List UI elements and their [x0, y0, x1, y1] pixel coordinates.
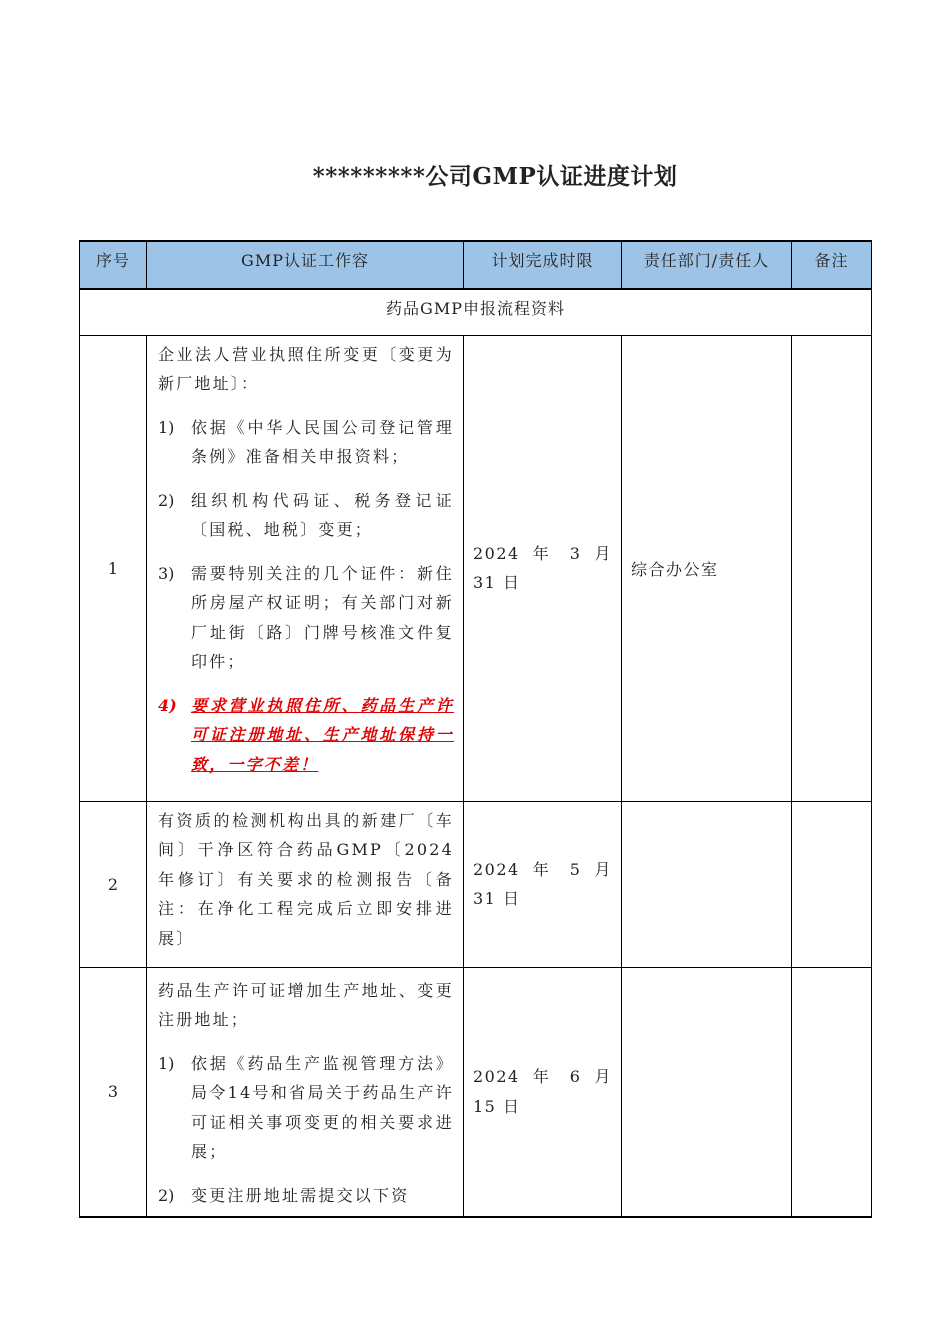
header-deadline: 计划完成时限: [464, 241, 622, 289]
list-item-text: 依据《药品生产监视管理方法》局令14号和省局关于药品生产许可证相关事项变更的相关要求进展；: [191, 1053, 454, 1161]
list-item: [158, 1049, 454, 1167]
list-item-number: 4): [158, 695, 177, 715]
gmp-plan-table: [79, 240, 872, 1218]
deadline-text: 2024 年 6 月 15 日: [473, 1067, 612, 1116]
row-remarks: [792, 967, 872, 1217]
row-remarks: [792, 335, 872, 801]
deadline-text: 2024 年 5 月 31 日: [473, 859, 612, 908]
header-responsible: 责任部门/责任人: [622, 241, 792, 289]
table-header-row: [80, 241, 872, 289]
list-item-text: 变更注册地址需提交以下资: [191, 1185, 410, 1205]
list-item-text: 需要特别关注的几个证件：新住所房屋产权证明；有关部门对新厂址街〔路〕门牌号核准文件复印件；: [191, 563, 454, 671]
list-item-highlighted: [158, 691, 454, 780]
header-seq: 序号: [80, 241, 147, 289]
row-deadline: [464, 801, 622, 967]
list-item-number: 2): [158, 1185, 175, 1205]
row-lead-text: 药品生产许可证增加生产地址、变更注册地址；: [158, 980, 454, 1029]
list-item: [158, 486, 454, 545]
section-row: [80, 289, 872, 335]
table-row: [80, 335, 872, 801]
list-item-number: 1): [158, 1053, 175, 1073]
section-title: 药品GMP申报流程资料: [80, 289, 872, 335]
list-item: [158, 413, 454, 472]
list-item-text: 组织机构代码证、税务登记证〔国税、地税〕变更；: [191, 490, 454, 539]
row-responsible: 综合办公室: [622, 335, 792, 801]
row-responsible: [622, 967, 792, 1217]
row-lead-text: 企业法人营业执照住所变更〔变更为新厂地址〕：: [158, 344, 454, 393]
list-item-text: 要求营业执照住所、药品生产许可证注册地址、生产地址保持一致，一字不差！: [191, 695, 454, 774]
table-row: [80, 801, 872, 967]
row-deadline: [464, 335, 622, 801]
deadline-text: 2024 年 3 月 31 日: [473, 543, 612, 592]
row-content: [147, 967, 464, 1217]
row-content: [147, 801, 464, 967]
row-lead-text: 有资质的检测机构出具的新建厂〔车间〕干净区符合药品GMP〔2024年修订〕有关要求的检测报告〔备注：在净化工程完成后立即安排进展〕: [158, 810, 454, 948]
list-item-text: 依据《中华人民国公司登记管理条例》准备相关申报资料；: [191, 417, 454, 466]
list-item-number: 3): [158, 563, 175, 583]
row-number: 1: [80, 335, 147, 801]
table-row: [80, 967, 872, 1217]
list-item-number: 2): [158, 490, 175, 510]
row-deadline: [464, 967, 622, 1217]
header-content: GMP认证工作容: [147, 241, 464, 289]
row-content: [147, 335, 464, 801]
row-responsible: [622, 801, 792, 967]
list-item-number: 1): [158, 417, 175, 437]
row-number: 2: [80, 801, 147, 967]
list-item: [158, 1181, 454, 1211]
header-remarks: 备注: [792, 241, 872, 289]
row-number: 3: [80, 967, 147, 1217]
row-remarks: [792, 801, 872, 967]
list-item: [158, 559, 454, 677]
page-title: *********公司GMP认证进度计划: [312, 163, 678, 190]
